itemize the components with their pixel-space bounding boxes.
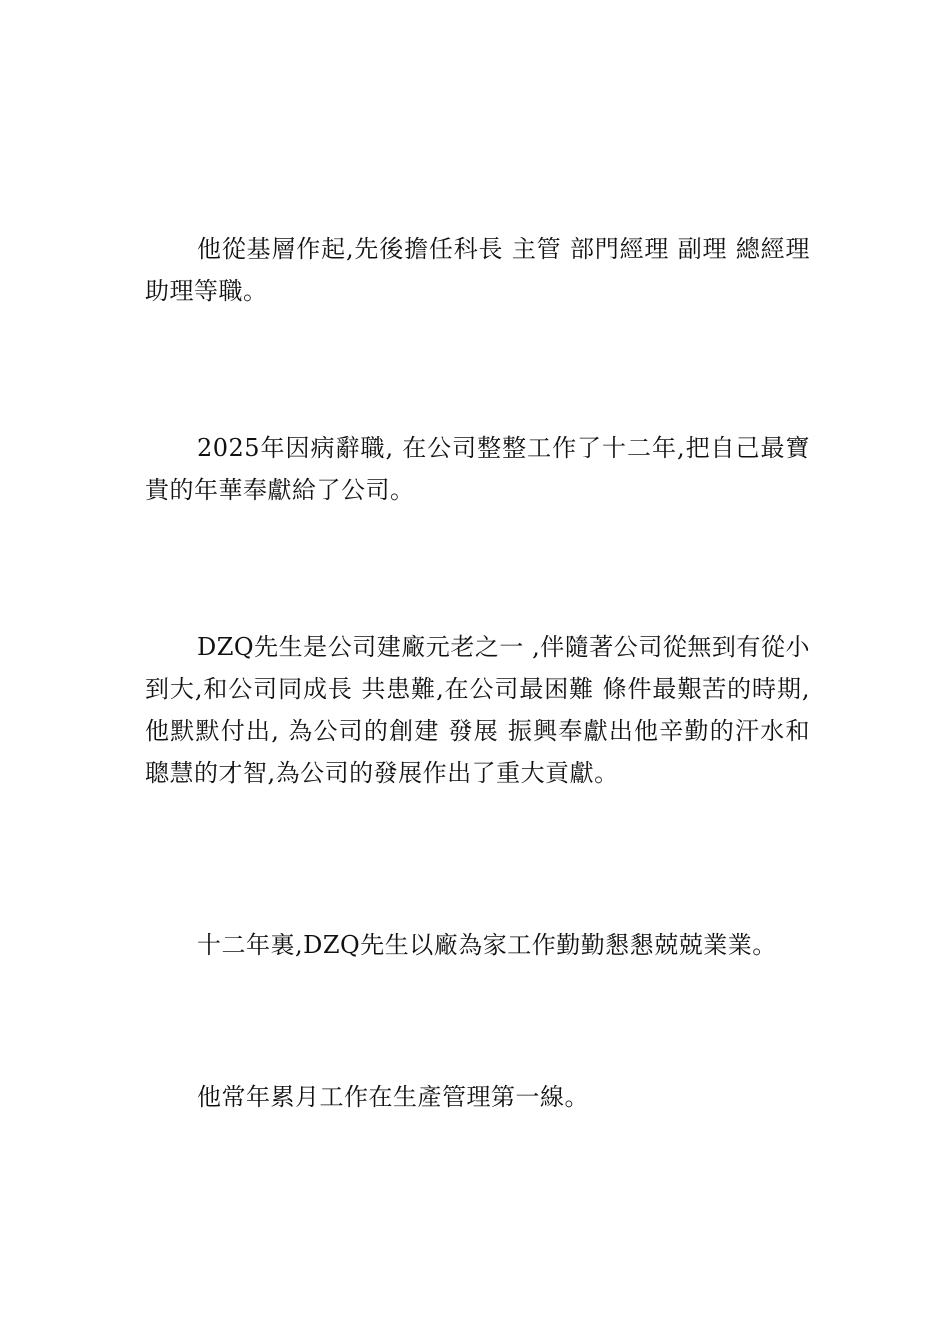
paragraph-frontline-work: 他常年累月工作在生產管理第一線。 xyxy=(197,1083,589,1111)
paragraph-contribution: DZQ先生是公司建廠元老之一 ,伴隨著公司從無到有從小到大,和公司同成長 共患難,在公司最困難 條件最艱苦的時期,他默默付出, 為公司的創建 發展 振興奉獻出他辛勤的汗水和聰慧的才智,為公司的發展作出了重大貢獻。 xyxy=(145,633,810,787)
paragraph-career-history: 他從基層作起,先後擔任科長 主管 部門經理 副理 總經理助理等職。 xyxy=(145,235,810,305)
paragraph-resignation: 2025年因病辭職, 在公司整整工作了十二年,把自己最寶貴的年華奉獻給了公司。 xyxy=(145,434,810,504)
paragraph-dedication: 十二年裏,DZQ先生以廠為家工作勤勤懇懇兢兢業業。 xyxy=(197,931,777,959)
